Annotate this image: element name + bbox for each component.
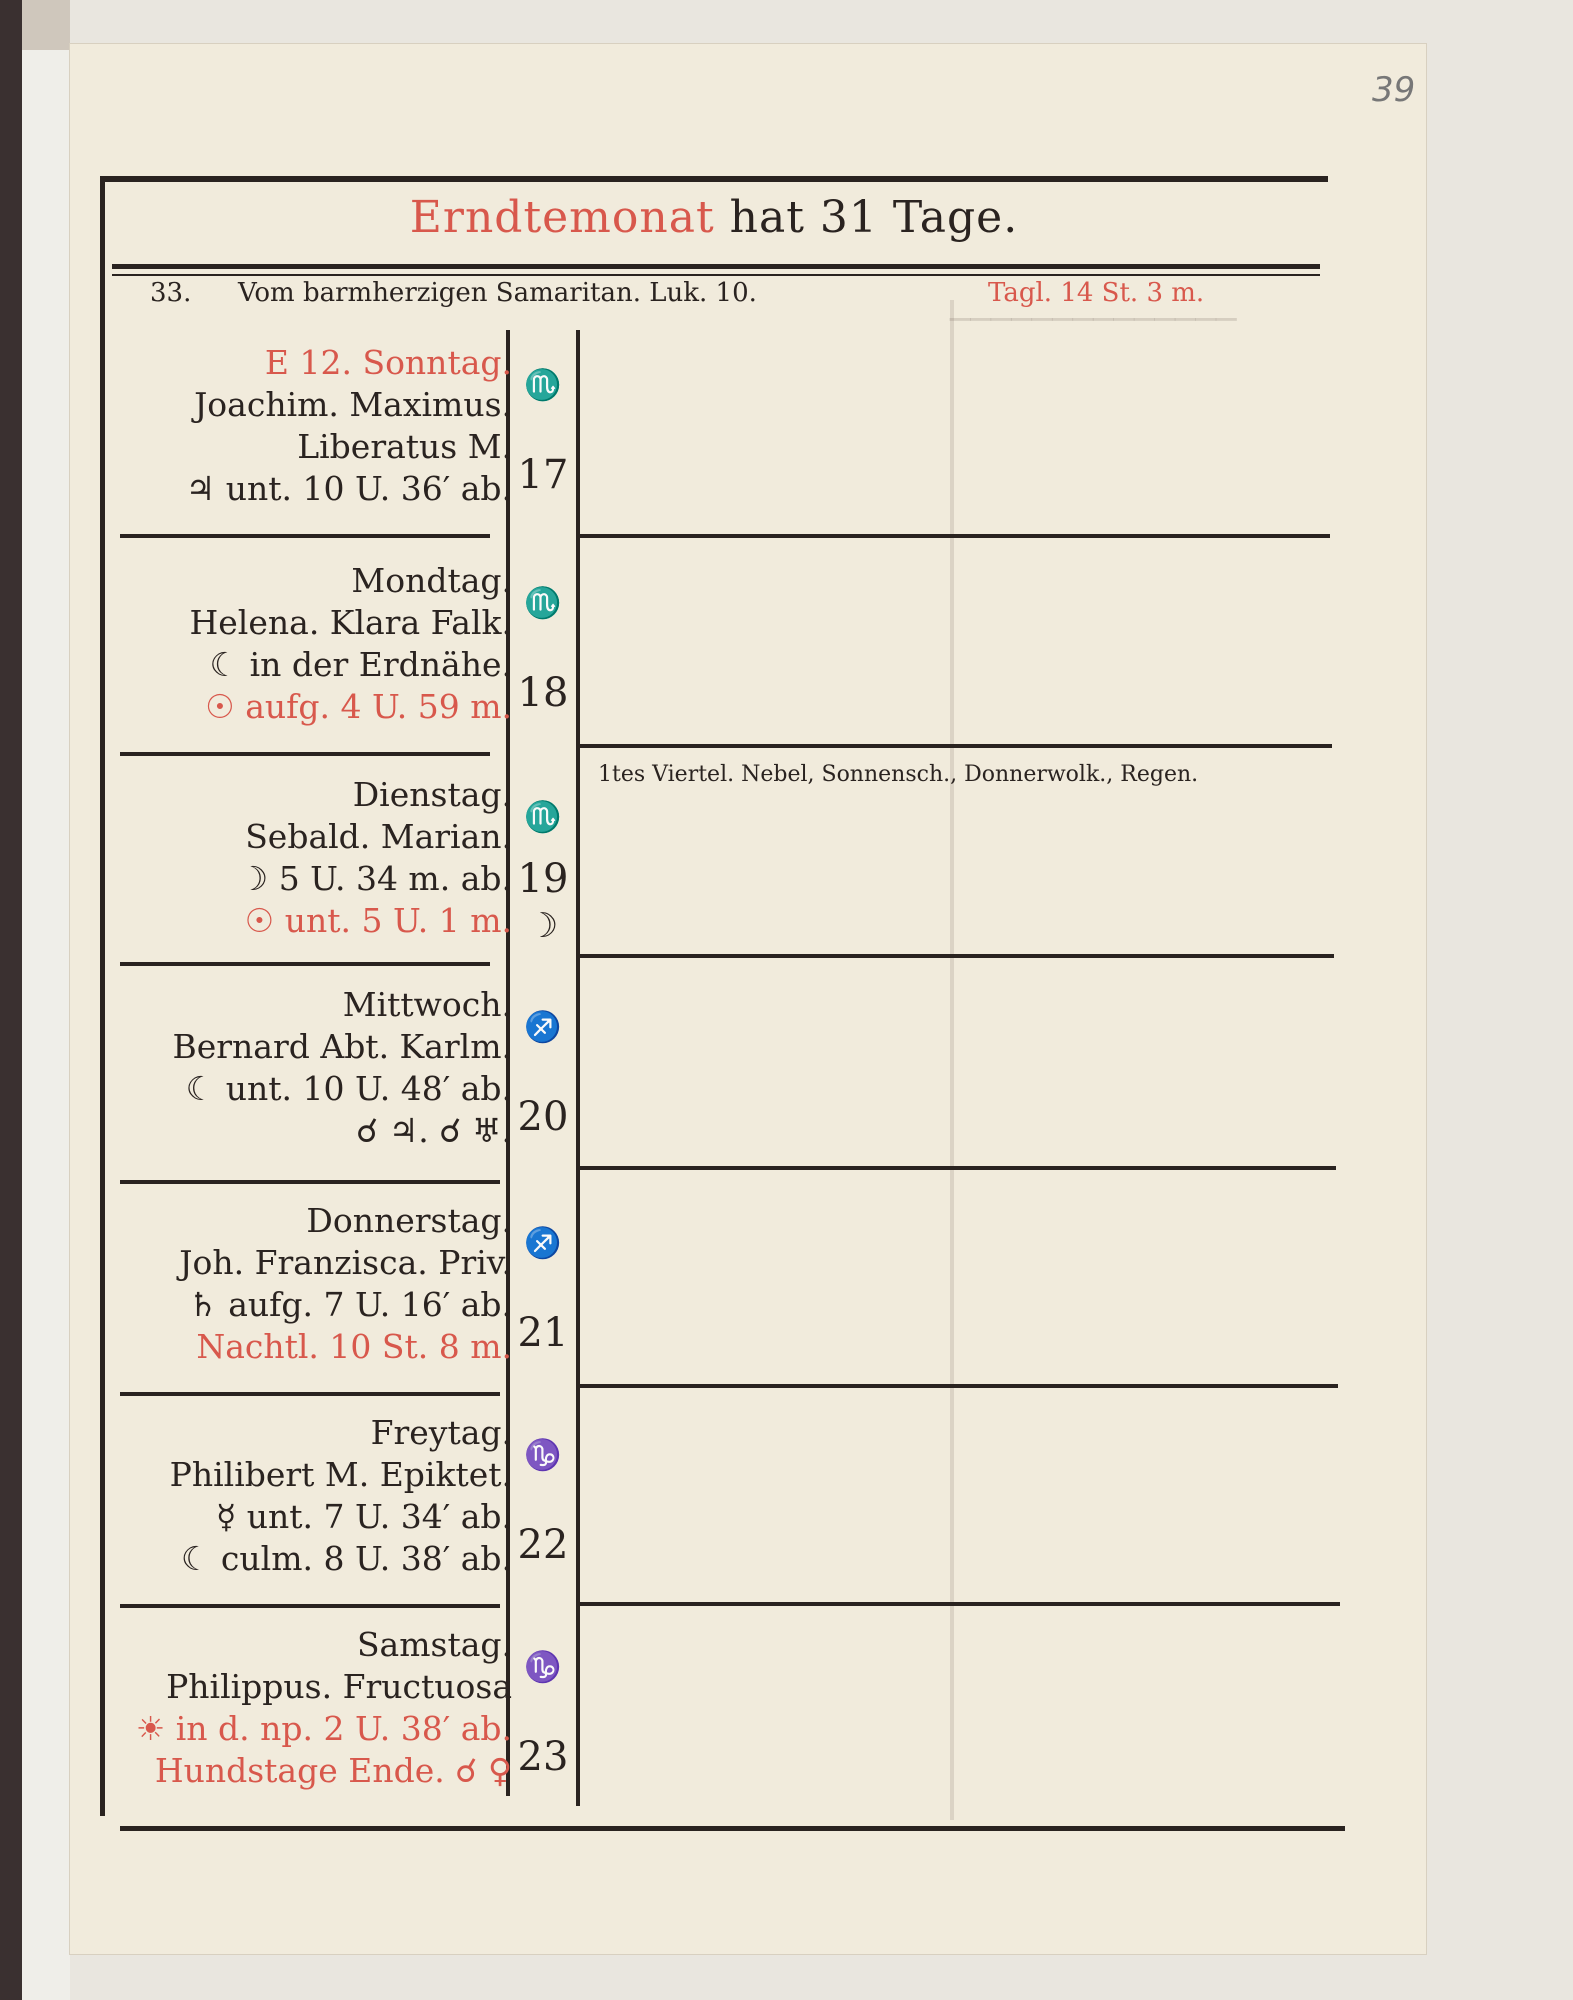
- day-number: 19: [517, 856, 569, 902]
- day-separator: [120, 752, 490, 756]
- entry-line: ☀ in d. np. 2 U. 38′ ab.: [135, 1709, 512, 1748]
- day-separator: [580, 1166, 1336, 1170]
- day-separator: [120, 534, 490, 538]
- day-number: 21: [517, 1310, 569, 1356]
- day-separator: [120, 962, 490, 966]
- weekday-label: Mondtag.: [351, 561, 512, 600]
- zodiac-sign-icon: ♐: [524, 1226, 562, 1261]
- day-separator: [580, 954, 1334, 958]
- entry-line: Philippus. Fructuosa: [166, 1667, 512, 1706]
- month-days: hat 31 Tage.: [714, 192, 1019, 243]
- week-number: 33.: [150, 278, 192, 308]
- weekday-label: Samstag.: [356, 1625, 512, 1664]
- day-number: 18: [517, 670, 569, 716]
- day-separator: [580, 1602, 1340, 1606]
- weekday-label: Mittwoch.: [342, 985, 512, 1024]
- day-entry: [112, 342, 512, 510]
- day-entry: [112, 1412, 512, 1580]
- entry-line: Joh. Franzisca. Priv.: [179, 1243, 512, 1282]
- day-separator: [120, 1392, 500, 1396]
- day-number: 23: [517, 1734, 569, 1780]
- entry-line: ☌ ♃. ☌ ♅.: [356, 1111, 512, 1150]
- entry-line: ☾ in der Erdnähe.: [209, 645, 512, 684]
- day-entry: [112, 984, 512, 1152]
- entry-line: Hundstage Ende. ☌ ♀: [154, 1751, 512, 1790]
- entry-line: ☾ unt. 10 U. 48′ ab.: [185, 1069, 512, 1108]
- entry-line: ☉ unt. 5 U. 1 m.: [244, 901, 512, 940]
- entry-line: Joachim. Maximus.: [194, 385, 512, 424]
- day-entry: [112, 1200, 512, 1368]
- moon-phase-icon: ☽: [527, 906, 559, 946]
- entry-line: Bernard Abt. Karlm.: [172, 1027, 512, 1066]
- entry-line: ♃ unt. 10 U. 36′ ab.: [185, 469, 512, 508]
- weekday-label: Donnerstag.: [306, 1201, 512, 1240]
- zodiac-sign-icon: ♑: [524, 1650, 562, 1685]
- book-corner: [22, 0, 70, 50]
- weather-note: 1tes Viertel. Nebel, Sonnensch., Donnerwolk., Regen.: [598, 762, 1199, 787]
- show-through-rule: [950, 300, 954, 1820]
- entry-line: Nachtl. 10 St. 8 m.: [196, 1327, 512, 1366]
- entry-line: Helena. Klara Falk.: [189, 603, 512, 642]
- gospel-reading: Vom barmherzigen Samaritan. Luk. 10.: [238, 278, 757, 308]
- day-separator: [120, 1604, 500, 1608]
- day-entry: [112, 774, 512, 942]
- month-name: Erndtemonat: [409, 192, 715, 243]
- day-entry: [112, 1624, 512, 1792]
- zodiac-sign-icon: ♏: [524, 586, 562, 621]
- day-number: 20: [517, 1094, 569, 1140]
- title-rule-thin: [112, 274, 1320, 276]
- show-through: ──────────────: [950, 300, 1237, 340]
- entry-line: ☉ aufg. 4 U. 59 m.: [205, 687, 512, 726]
- frame-left-rule: [100, 176, 105, 1816]
- entry-line: ☽ 5 U. 34 m. ab.: [238, 859, 512, 898]
- entry-line: Philibert M. Epiktet.: [169, 1455, 512, 1494]
- day-entry: [112, 560, 512, 728]
- day-separator: [580, 744, 1332, 748]
- entry-line: ♄ aufg. 7 U. 16′ ab.: [188, 1285, 512, 1324]
- weekday-label: E 12. Sonntag.: [264, 343, 512, 382]
- entry-line: ☾ culm. 8 U. 38′ ab.: [180, 1539, 512, 1578]
- day-number: 17: [517, 452, 569, 498]
- frame-bottom-rule: [120, 1826, 1345, 1831]
- frame-top-rule: [100, 176, 1328, 182]
- zodiac-sign-icon: ♏: [524, 368, 562, 403]
- day-number: 22: [517, 1522, 569, 1568]
- column-rule-right: [576, 330, 580, 1806]
- day-separator: [580, 1384, 1338, 1388]
- book-cover: [0, 0, 22, 2000]
- entry-line: Liberatus M.: [297, 427, 512, 466]
- day-length: Tagl. 14 St. 3 m.: [988, 278, 1205, 308]
- zodiac-sign-icon: ♏: [524, 800, 562, 835]
- month-title: [100, 192, 1328, 243]
- day-separator: [580, 534, 1330, 538]
- title-rule: [112, 264, 1320, 269]
- weekday-label: Freytag.: [370, 1413, 512, 1452]
- day-separator: [120, 1180, 500, 1184]
- zodiac-sign-icon: ♑: [524, 1438, 562, 1473]
- zodiac-sign-icon: ♐: [524, 1010, 562, 1045]
- entry-line: ☿ unt. 7 U. 34′ ab.: [215, 1497, 512, 1536]
- page-number: 39: [1372, 70, 1416, 110]
- entry-line: Sebald. Marian.: [245, 817, 512, 856]
- weekday-label: Dienstag.: [352, 775, 512, 814]
